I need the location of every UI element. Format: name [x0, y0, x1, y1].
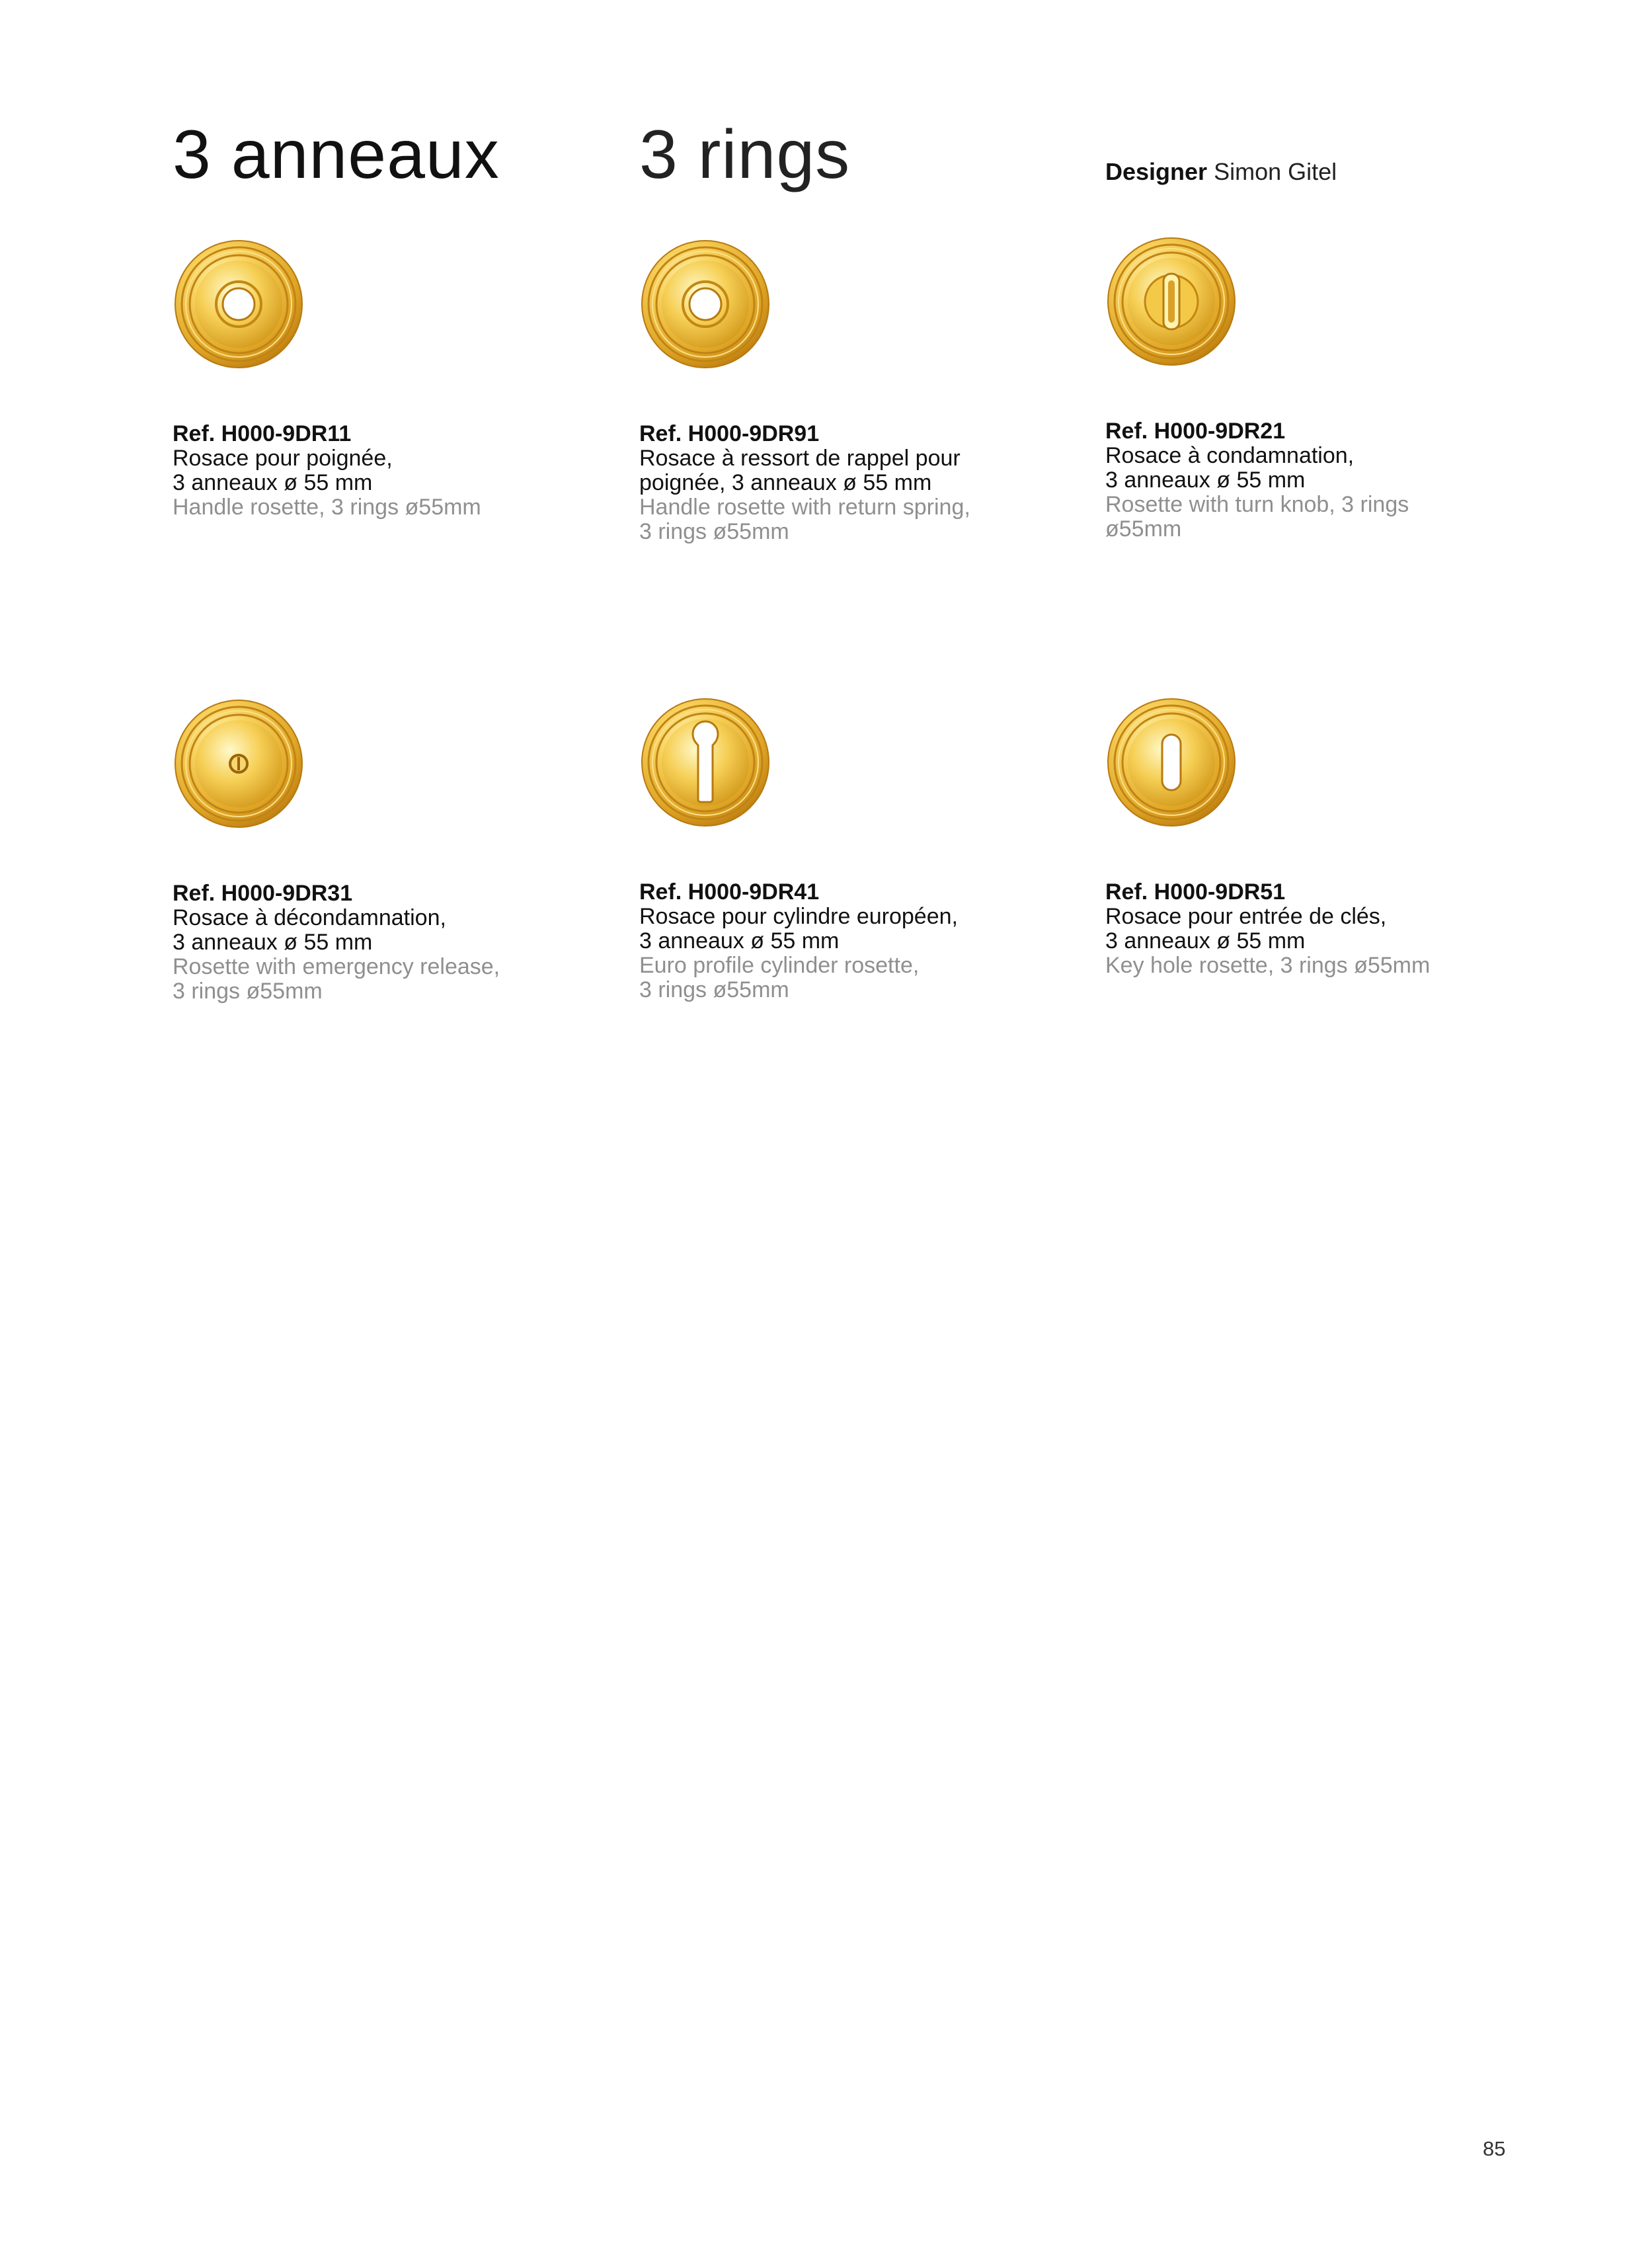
- description-en-line: Handle rosette with return spring,: [639, 495, 970, 520]
- description-fr-line: 3 anneaux ø 55 mm: [1105, 467, 1306, 493]
- description-en-line: 3 rings ø55mm: [639, 519, 789, 544]
- turn-knob-rosette-icon: [1105, 235, 1238, 368]
- description-en-line: 3 rings ø55mm: [173, 979, 323, 1004]
- designer-credit: [1105, 157, 1337, 186]
- designer-label: Designer: [1105, 158, 1208, 185]
- euro-cylinder-rosette-icon: [639, 696, 771, 829]
- description-fr-line: 3 anneaux ø 55 mm: [173, 470, 373, 495]
- product-info: [1105, 419, 1409, 542]
- emergency-release-rosette-icon: [173, 698, 305, 830]
- description-en-line: Rosette with turn knob, 3 rings: [1105, 492, 1409, 517]
- product-info: [639, 422, 970, 544]
- description-fr-line: poignée, 3 anneaux ø 55 mm: [639, 470, 932, 495]
- description-en-line: Rosette with emergency release,: [173, 954, 500, 979]
- page-title-english: 3 rings: [639, 116, 851, 193]
- description-fr-line: Rosace pour cylindre européen,: [639, 904, 958, 929]
- product-ref: Ref. H000-9DR11: [173, 421, 352, 446]
- description-fr-line: 3 anneaux ø 55 mm: [173, 930, 373, 955]
- product-ref: Ref. H000-9DR31: [173, 881, 353, 906]
- page-title-french: 3 anneaux: [173, 116, 500, 193]
- product-info: [173, 881, 500, 1004]
- product-ref: Ref. H000-9DR21: [1105, 419, 1286, 444]
- product-ref: Ref. H000-9DR51: [1105, 879, 1286, 905]
- page-number: 85: [1483, 2137, 1506, 2160]
- designer-name: Simon Gitel: [1214, 158, 1337, 185]
- description-fr-line: Rosace pour entrée de clés,: [1105, 904, 1387, 929]
- return-spring-rosette-icon: [639, 238, 771, 370]
- product-ref: Ref. H000-9DR41: [639, 879, 820, 905]
- description-fr-line: Rosace à ressort de rappel pour: [639, 446, 961, 471]
- product-info: [173, 422, 481, 520]
- description-fr-line: Rosace à décondamnation,: [173, 905, 446, 930]
- description-fr-line: 3 anneaux ø 55 mm: [639, 928, 840, 953]
- product-info: [639, 880, 958, 1002]
- description-fr-line: Rosace pour poignée,: [173, 446, 393, 471]
- product-info: [1105, 880, 1430, 978]
- handle-rosette-icon: [173, 238, 305, 370]
- key-hole-rosette-icon: [1105, 696, 1238, 829]
- description-en-line: 3 rings ø55mm: [639, 977, 789, 1002]
- description-fr-line: Rosace à condamnation,: [1105, 443, 1355, 468]
- description-fr-line: 3 anneaux ø 55 mm: [1105, 928, 1306, 953]
- description-en-line: ø55mm: [1105, 516, 1182, 542]
- description-en-line: Key hole rosette, 3 rings ø55mm: [1105, 953, 1431, 978]
- description-en-line: Handle rosette, 3 rings ø55mm: [173, 495, 481, 520]
- description-en-line: Euro profile cylinder rosette,: [639, 953, 920, 978]
- product-ref: Ref. H000-9DR91: [639, 421, 820, 446]
